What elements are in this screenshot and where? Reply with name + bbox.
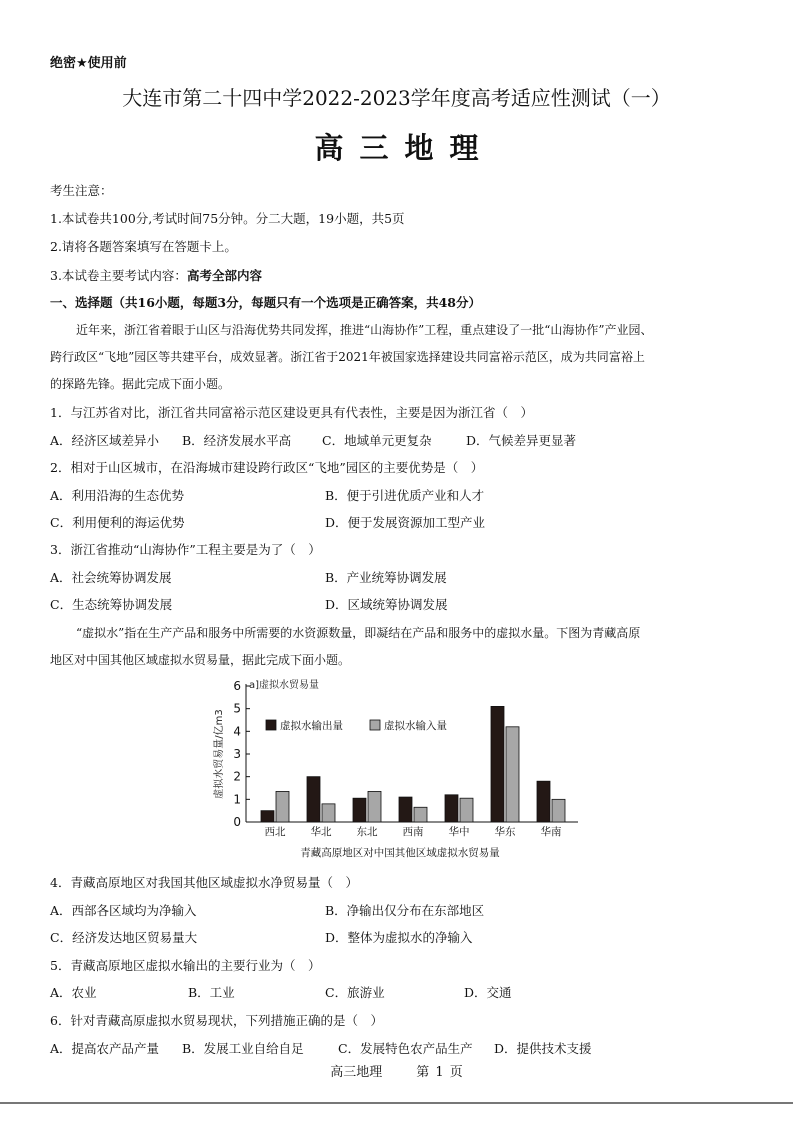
legend-label-1: 虚拟水输入量 xyxy=(384,720,447,732)
bar-import-4 xyxy=(460,798,473,822)
question-5-option-a[interactable]: A．农业 xyxy=(50,985,97,1000)
passage-1-line-3: 的探路先锋。据此完成下面小题。 xyxy=(50,377,231,391)
question-6-option-b[interactable]: B．发展工业自给自足 xyxy=(182,1041,304,1056)
chart-title: 青藏高原地区对中国其他区域虚拟水贸易量 xyxy=(300,847,500,859)
question-3-option-a[interactable]: A．社会统筹协调发展 xyxy=(50,570,172,585)
x-tick-label: 华北 xyxy=(310,826,332,838)
question-2-stem: 2．相对于山区城市，在沿海城市建设跨行政区“飞地”园区的主要优势是（ ） xyxy=(50,460,484,475)
bar-import-1 xyxy=(322,804,335,822)
question-5-option-d[interactable]: D．交通 xyxy=(464,985,512,1000)
question-4-stem: 4．青藏高原地区对我国其他区域虚拟水净贸易量（ ） xyxy=(50,875,358,890)
x-tick-label: 西南 xyxy=(402,826,424,838)
passage-2-line-1: “虚拟水”指在生产产品和服务中所需要的水资源数量，即凝结在产品和服务中的虚拟水量。下图为青藏高原 xyxy=(76,626,641,640)
bar-import-6 xyxy=(552,799,565,822)
bar-export-4 xyxy=(445,795,458,822)
y-tick-label: 3 xyxy=(233,747,241,761)
question-4-option-c[interactable]: C．经济发达地区贸易量大 xyxy=(50,930,198,945)
notice-item-3 xyxy=(50,266,262,284)
bar-export-0 xyxy=(261,811,274,822)
x-tick-label: 华中 xyxy=(448,826,470,838)
section-1-heading: 一、选择题（共16小题，每题3分，每题只有一个选项是正确答案，共48分） xyxy=(50,295,481,310)
y-tick-label: 2 xyxy=(233,769,241,784)
notice-item-1: 1.本试卷共100分,考试时间75分钟。分二大题，19小题，共5页 xyxy=(50,211,405,226)
question-6-stem: 6．针对青藏高原虚拟水贸易现状，下列措施正确的是（ ） xyxy=(50,1013,383,1028)
y-tick-label: 4 xyxy=(233,724,241,739)
y-tick-label: 5 xyxy=(233,701,241,716)
x-tick-label: 东北 xyxy=(356,826,378,838)
question-4-option-d[interactable]: D．整体为虚拟水的净输入 xyxy=(325,930,473,945)
notice-heading: 考生注意： xyxy=(50,183,113,198)
question-2-option-d[interactable]: D．便于发展资源加工型产业 xyxy=(325,515,486,530)
y-axis-title: 虚拟水贸易量/亿m3 xyxy=(214,709,225,799)
page-footer xyxy=(0,1061,793,1080)
subject-title: 高三地理 xyxy=(314,131,495,165)
question-3-stem: 3．浙江省推动“山海协作”工程主要是为了（ ） xyxy=(50,542,321,557)
footer-page-number: 第 1 页 xyxy=(416,1065,463,1080)
bar-import-3 xyxy=(414,807,427,822)
question-6-option-a[interactable]: A．提高农产品产量 xyxy=(50,1041,160,1056)
virtual-water-chart xyxy=(210,676,590,862)
bar-export-2 xyxy=(353,798,366,822)
chart-corner-label: a]虚拟水贸易量 xyxy=(249,680,320,691)
bar-export-5 xyxy=(491,706,504,822)
bar-import-2 xyxy=(368,791,381,822)
y-tick-label: 1 xyxy=(233,792,241,807)
question-4-option-b[interactable]: B．净输出仅分布在东部地区 xyxy=(325,903,485,918)
question-2-option-c[interactable]: C．利用便利的海运优势 xyxy=(50,515,185,530)
question-3-option-b[interactable]: B．产业统筹协调发展 xyxy=(325,570,447,585)
question-2-option-a[interactable]: A．利用沿海的生态优势 xyxy=(50,488,185,503)
x-tick-label: 华南 xyxy=(540,826,562,838)
x-tick-label: 华东 xyxy=(494,826,516,838)
notice-item-3-prefix: 3.本试卷主要考试内容： xyxy=(50,268,187,283)
question-5-option-c[interactable]: C．旅游业 xyxy=(325,985,385,1000)
page-bottom-rule xyxy=(0,1102,793,1104)
bar-export-1 xyxy=(307,777,320,822)
notice-item-3-bold: 高考全部内容 xyxy=(186,268,262,283)
question-1-option-d[interactable]: D．气候差异更显著 xyxy=(466,433,577,448)
question-4-option-a[interactable]: A．西部各区域均为净输入 xyxy=(50,903,197,918)
question-5-option-b[interactable]: B．工业 xyxy=(188,985,235,1000)
passage-2-line-2: 地区对中国其他区域虚拟水贸易量，据此完成下面小题。 xyxy=(50,653,351,667)
passage-1-line-1: 近年来，浙江省着眼于山区与沿海优势共同发挥，推进“山海协作”工程，重点建设了一批“山海协作”产业园、 xyxy=(76,323,653,337)
footer-subject: 高三地理 xyxy=(330,1065,383,1080)
question-6-option-c[interactable]: C．发展特色农产品生产 xyxy=(338,1041,473,1056)
question-1-option-a[interactable]: A．经济区域差异小 xyxy=(50,433,160,448)
chart-canvas xyxy=(210,676,590,862)
bar-import-0 xyxy=(276,791,289,822)
question-1-option-c[interactable]: C．地域单元更复杂 xyxy=(322,433,432,448)
legend-swatch-0 xyxy=(266,720,276,730)
bar-export-3 xyxy=(399,797,412,822)
question-1-stem: 1．与江苏省对比，浙江省共同富裕示范区建设更具有代表性，主要是因为浙江省（ ） xyxy=(50,405,533,420)
question-5-stem: 5．青藏高原地区虚拟水输出的主要行业为（ ） xyxy=(50,958,321,973)
question-3-option-c[interactable]: C．生态统筹协调发展 xyxy=(50,597,173,612)
y-tick-label: 0 xyxy=(233,815,241,829)
legend-label-0: 虚拟水输出量 xyxy=(280,720,343,732)
question-2-option-b[interactable]: B．便于引进优质产业和人才 xyxy=(325,488,485,503)
notice-item-2: 2.请将各题答案填写在答题卡上。 xyxy=(50,239,237,254)
y-tick-label: 6 xyxy=(233,679,241,693)
bar-export-6 xyxy=(537,781,550,822)
legend-swatch-1 xyxy=(370,720,380,730)
x-tick-label: 西北 xyxy=(264,826,286,838)
question-1-option-b[interactable]: B．经济发展水平高 xyxy=(182,433,292,448)
question-3-option-d[interactable]: D．区域统筹协调发展 xyxy=(325,597,448,612)
bar-import-5 xyxy=(506,727,519,822)
exam-title: 大连市第二十四中学2022-2023学年度高考适应性测试（一） xyxy=(122,86,671,110)
passage-1-line-2: 跨行政区“飞地”园区等共建平台，成效显著。浙江省于2021年被国家选择建设共同富裕示范区，成为共同富裕上 xyxy=(50,350,645,364)
question-6-option-d[interactable]: D．提供技术支援 xyxy=(494,1041,592,1056)
confidential-label: 绝密★使用前 xyxy=(50,56,127,71)
